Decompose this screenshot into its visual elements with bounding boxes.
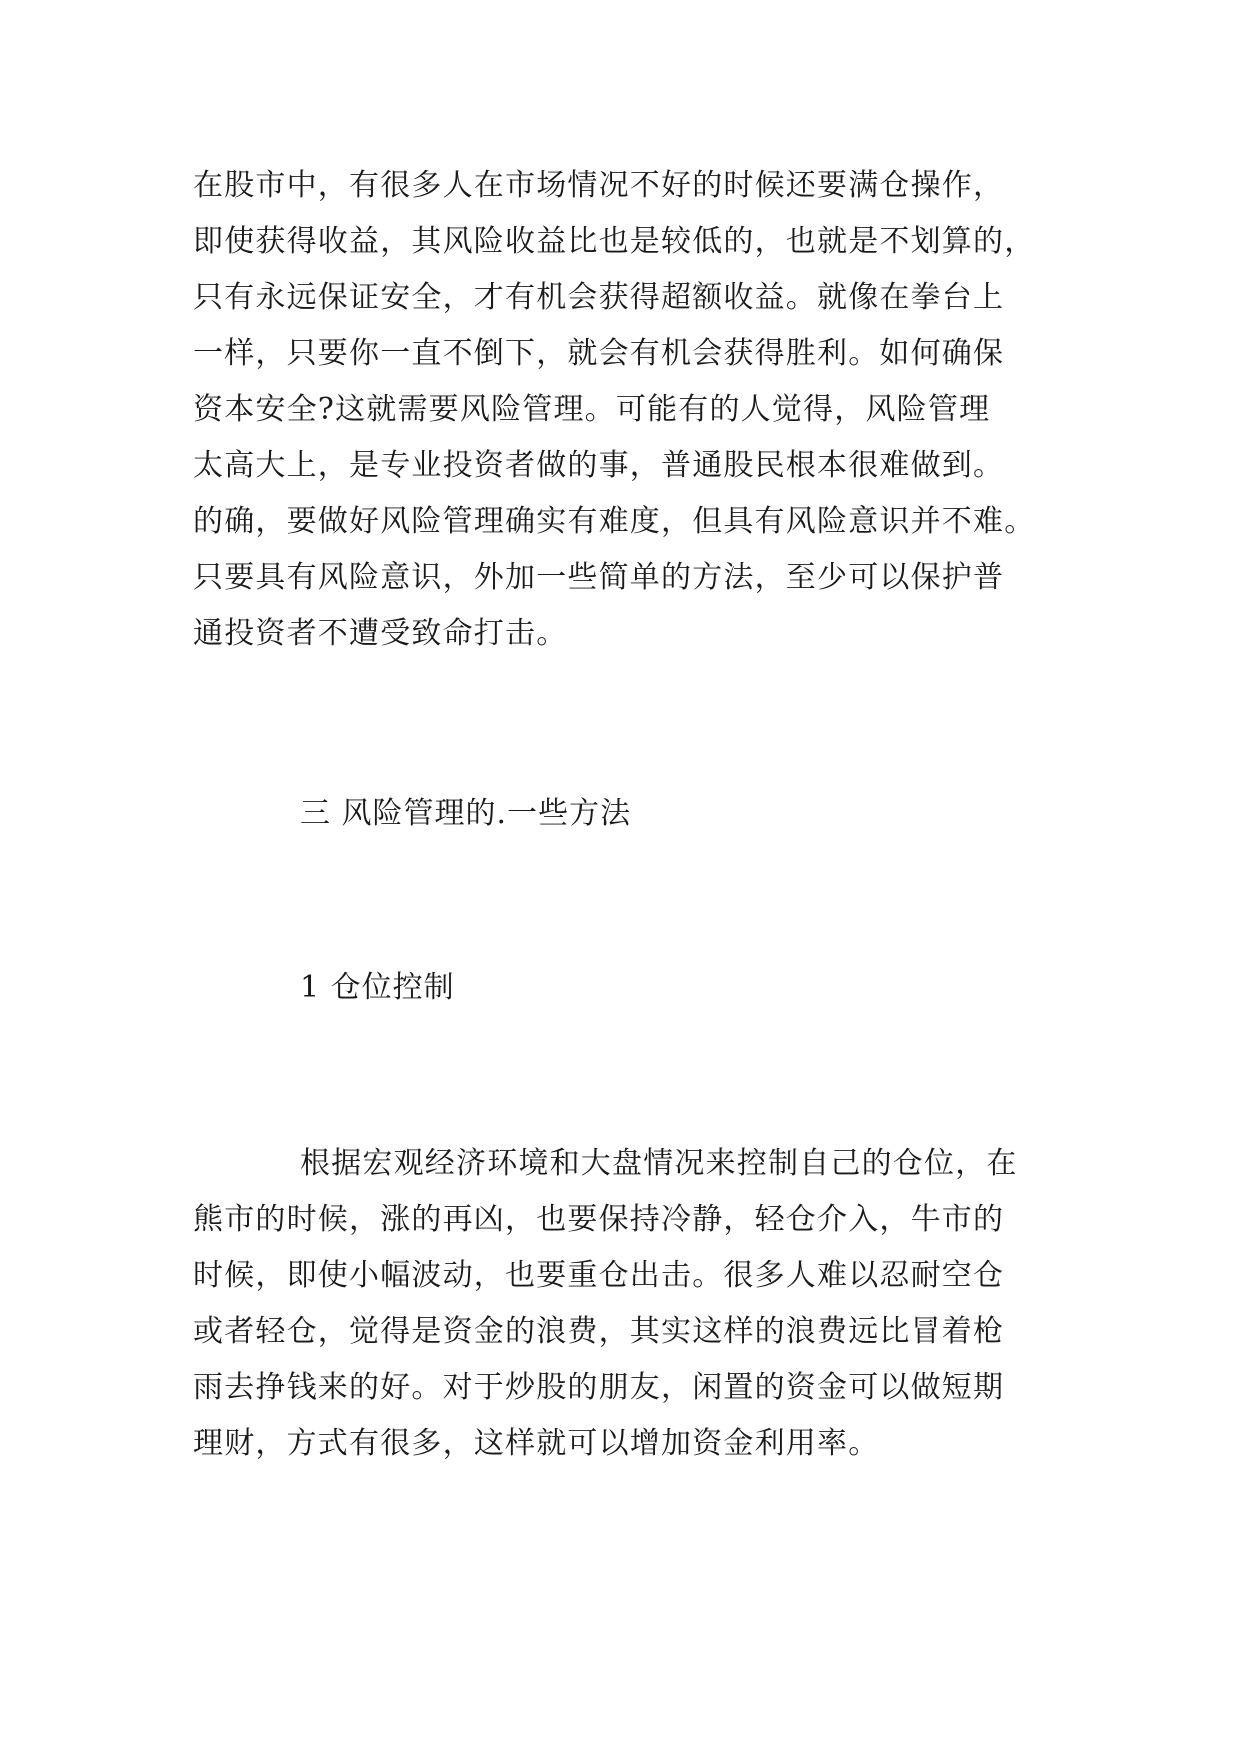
text-line: 通投资者不遭受致命打击。 <box>193 616 568 651</box>
text-line: 或者轻仓，觉得是资金的浪费，其实这样的浪费远比冒着枪 <box>193 1314 1005 1349</box>
section-heading: 三 风险管理的.一些方法 <box>300 796 632 831</box>
text-line: 只要具有风险意识，外加一些简单的方法，至少可以保护普 <box>193 560 1005 595</box>
text-line: 熊市的时候，涨的再凶，也要保持冷静，轻仓介入，牛市的 <box>193 1202 1005 1237</box>
text-line: 资本安全?这就需要风险管理。可能有的人觉得，风险管理 <box>193 392 991 427</box>
text-line: 在股市中，有很多人在市场情况不好的时候还要满仓操作， <box>193 168 1005 203</box>
text-line: 只有永远保证安全，才有机会获得超额收益。就像在拳台上 <box>193 280 1005 315</box>
text-line: 即使获得收益，其风险收益比也是较低的，也就是不划算的， <box>193 224 1036 259</box>
text-line: 时候，即使小幅波动，也要重仓出击。很多人难以忍耐空仓 <box>193 1258 1005 1293</box>
text-line: 的确，要做好风险管理确实有难度，但具有风险意识并不难。 <box>193 504 1036 539</box>
subsection-heading: 1 仓位控制 <box>300 970 455 1005</box>
text-line: 一样，只要你一直不倒下，就会有机会获得胜利。如何确保 <box>193 336 1005 371</box>
text-line: 根据宏观经济环境和大盘情况来控制自己的仓位，在 <box>300 1146 1018 1181</box>
text-line: 理财，方式有很多，这样就可以增加资金利用率。 <box>193 1426 880 1461</box>
text-line: 雨去挣钱来的好。对于炒股的朋友，闲置的资金可以做短期 <box>193 1370 1005 1405</box>
text-line: 太高大上，是专业投资者做的事，普通股民根本很难做到。 <box>193 448 1005 483</box>
